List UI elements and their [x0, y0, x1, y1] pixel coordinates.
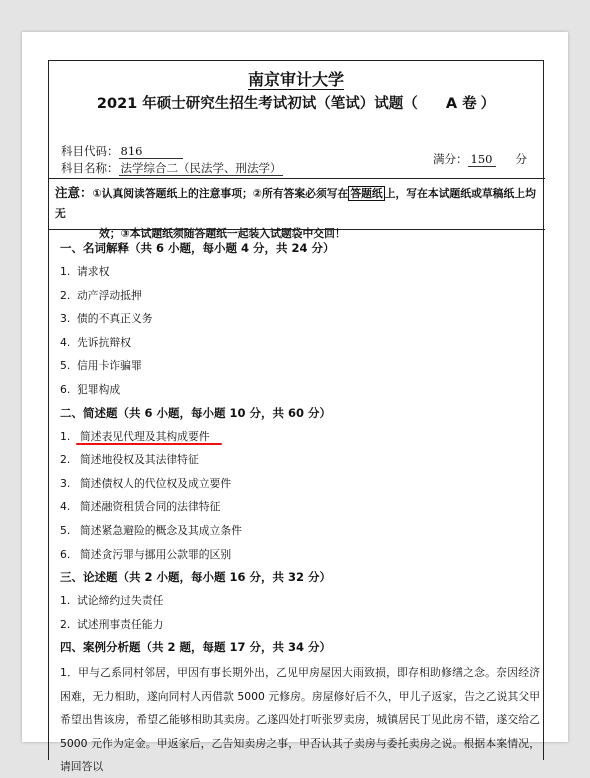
item-text-underlined: 简述表见代理及其构成要件 [80, 425, 210, 449]
list-item [60, 284, 540, 308]
item-number: 2. [60, 288, 71, 302]
list-item [60, 307, 540, 331]
divider [48, 229, 545, 230]
full-score-label: 满分： [433, 152, 468, 166]
list-item [60, 519, 540, 543]
item-number: 5. [60, 523, 71, 537]
item-number: 6. [60, 547, 71, 561]
subject-code-row [61, 143, 183, 159]
list-item [60, 448, 540, 472]
item-text: 简述地役权及其法律特征 [80, 453, 199, 467]
subject-name-value: 法学综合二（民法学、刑法学） [120, 161, 282, 175]
item-text: 动产浮动抵押 [77, 288, 142, 302]
item-number: 5. [60, 359, 71, 373]
section-heading: 一、名词解释（共 6 小题，每小题 4 分，共 24 分） [60, 241, 335, 255]
list-item [60, 260, 540, 284]
item-text: 犯罪构成 [77, 382, 121, 396]
exam-volume: A 卷 [445, 96, 477, 112]
item-text: 试述刑事责任能力 [77, 617, 164, 631]
notice-block [55, 183, 539, 244]
subject-code-label: 科目代码： [61, 144, 119, 158]
notice-line-2: 效；③本试题纸须随答题纸一起装入试题袋中交回！ [99, 227, 346, 240]
list-item [60, 378, 540, 402]
list-item [60, 472, 540, 496]
full-score-row [433, 151, 527, 167]
item-number: 2. [60, 617, 71, 631]
list-item [60, 613, 540, 637]
section-heading: 三、论述题（共 2 小题，每小题 16 分，共 32 分） [60, 570, 332, 585]
section-heading: 二、简述题（共 6 小题，每小题 10 分，共 60 分） [60, 405, 332, 420]
exam-paper [22, 32, 568, 773]
subject-code-value: 816 [119, 144, 183, 159]
exam-title [49, 92, 543, 113]
item-text: 简述融资租赁合同的法律特征 [80, 500, 221, 514]
subject-name-row [61, 160, 283, 176]
list-item [60, 425, 540, 449]
full-score-value: 150 [468, 152, 496, 167]
item-text: 债的不真正义务 [77, 312, 153, 326]
exam-title-text: 2021 年硕士研究生招生考试初试（笔试）试题（ [96, 96, 418, 112]
subject-name-label: 科目名称： [61, 161, 119, 175]
list-item [60, 331, 540, 355]
item-number: 6. [60, 382, 71, 396]
item-number: 2. [60, 453, 71, 467]
item-text: 简述贪污罪与挪用公款罪的区别 [80, 547, 232, 561]
item-number: 1. [60, 594, 71, 608]
item-text: 简述债权人的代位权及成立要件 [80, 476, 232, 490]
item-number: 1. [60, 429, 71, 443]
school-name-text: 南京审计大学 [247, 70, 344, 89]
exam-title-close: ） [480, 96, 496, 112]
item-number: 3. [60, 476, 71, 490]
list-item [60, 589, 540, 613]
item-text: 信用卡诈骗罪 [77, 359, 142, 373]
list-item [60, 495, 540, 519]
school-name [49, 67, 543, 90]
divider [48, 178, 545, 179]
list-item [60, 354, 540, 378]
item-text: 请求权 [77, 265, 110, 278]
case-paragraph: 1．甲与乙系同村邻居，甲因有事长期外出，乙见甲房屋因大雨致损，即存相助修缮之念。奈因经济困难，无力相助，遂向同村人丙借款 5000 元修房。房屋修好后不久，甲儿子返家，告之乙说其父甲希望出售该房，希望乙能够相助其卖房。乙遂四处打听张罗卖房，城镇居民丁见此房不错，遂交给乙 5000 元作为定金。甲返家后，乙告知卖房之事，甲否认其子卖房与委托卖房之说。根据本案情况，请回答以 [60, 666, 540, 773]
item-number: 3. [60, 312, 71, 326]
notice-text-b: 上，写在本试题纸或草稿纸上均无 [55, 187, 536, 220]
item-number: 4. [60, 335, 71, 349]
questions [60, 237, 540, 778]
section-heading: 四、案例分析题（共 2 题，每题 17 分，共 34 分） [60, 640, 332, 655]
item-number: 1. [60, 265, 71, 278]
notice-text-a: ①认真阅读答题纸上的注意事项；②所有答案必须写在 [92, 187, 349, 200]
exam-frame [48, 60, 544, 773]
item-number: 4. [60, 500, 71, 514]
notice-lead: 注意： [55, 185, 93, 200]
list-item [60, 543, 540, 567]
item-text: 简述紧急避险的概念及其成立条件 [80, 523, 242, 537]
full-score-unit: 分 [515, 152, 527, 166]
notice-boxed-term: 答题纸 [350, 187, 383, 200]
notice-line-1 [55, 183, 539, 224]
item-text: 先诉抗辩权 [77, 335, 131, 349]
item-text: 试论缔约过失责任 [77, 594, 164, 608]
